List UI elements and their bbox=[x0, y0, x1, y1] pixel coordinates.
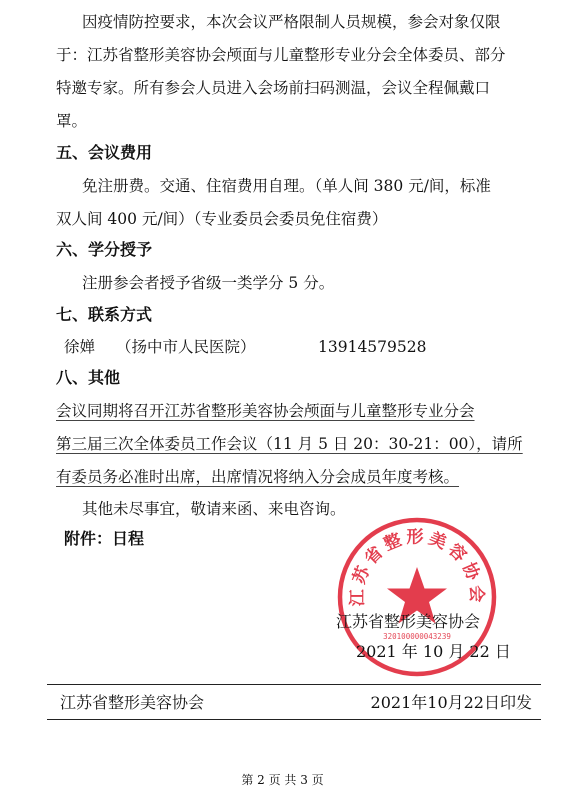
footer-top-rule bbox=[47, 684, 541, 685]
fees-line-1: 免注册费。交通、住宿费用自理。（单人间 380 元/间，标准 bbox=[82, 177, 491, 195]
intro-line-4: 罩。 bbox=[56, 112, 88, 130]
other-line-3: 有委员务必准时出席，出席情况将纳入分会成员年度考核。 bbox=[56, 468, 460, 486]
other-line-1: 会议同期将召开江苏省整形美容协会颅面与儿童整形专业分会 bbox=[56, 402, 475, 420]
section-heading-contact: 七、联系方式 bbox=[56, 305, 153, 324]
footer-org: 江苏省整形美容协会 bbox=[60, 693, 205, 712]
section-heading-credits: 六、学分授予 bbox=[56, 240, 153, 259]
attachment-label: 附件：日程 bbox=[64, 529, 145, 548]
page-number: 第 2 页 共 3 页 bbox=[241, 773, 324, 787]
intro-line-2: 于：江苏省整形美容协会颅面与儿童整形专业分会全体委员、部分 bbox=[56, 46, 506, 64]
seal-number: 320100000043239 bbox=[383, 632, 451, 641]
contact-org: （扬中市人民医院） bbox=[116, 338, 256, 356]
seal-text: 江苏省整形美容协会 bbox=[347, 527, 487, 607]
fees-line-2: 双人间 400 元/间）（专业委员会委员免住宿费） bbox=[56, 210, 388, 228]
other-line-2: 第三届三次全体委员工作会议（11 月 5 日 20：30-21：00），请所 bbox=[56, 435, 523, 453]
signature-date: 2021 年 10 月 22 日 bbox=[356, 642, 511, 661]
intro-line-3: 特邀专家。所有参会人员进入会场前扫码测温，会议全程佩戴口 bbox=[56, 79, 491, 97]
signature-org: 江苏省整形美容协会 bbox=[336, 612, 481, 631]
closing-line: 其他未尽事宜，敬请来函、来电咨询。 bbox=[82, 500, 346, 518]
footer-bottom-rule bbox=[47, 719, 541, 720]
credits-line: 注册参会者授予省级一类学分 5 分。 bbox=[82, 274, 335, 292]
section-heading-other: 八、其他 bbox=[56, 368, 121, 387]
section-heading-fees: 五、会议费用 bbox=[56, 143, 153, 162]
contact-name: 徐婵 bbox=[64, 338, 96, 356]
footer-issued: 2021年10月22日印发 bbox=[370, 693, 532, 712]
contact-phone: 13914579528 bbox=[318, 338, 427, 356]
intro-line-1: 因疫情防控要求，本次会议严格限制人员规模，参会对象仅限 bbox=[82, 13, 501, 31]
